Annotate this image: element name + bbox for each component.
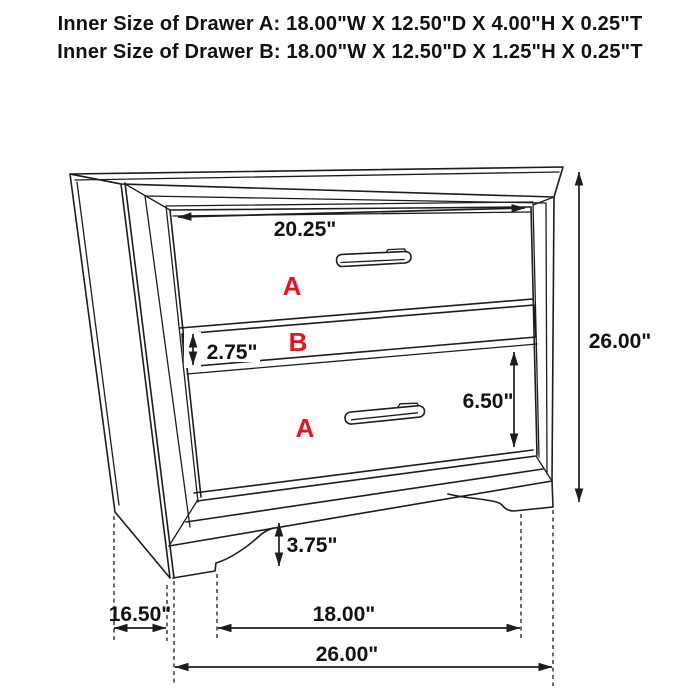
frame-right-outer-edge bbox=[552, 197, 554, 481]
dim-side-depth-label: 16.50" bbox=[108, 603, 172, 626]
frame-right-mid-line bbox=[546, 203, 547, 474]
frame-miter-top-right bbox=[533, 197, 554, 205]
drawer-handle-bottom bbox=[345, 403, 425, 424]
handle-top-body bbox=[337, 252, 412, 267]
dim-total-width-label: 26.00" bbox=[315, 643, 379, 666]
label-drawer-a-top: A bbox=[282, 271, 302, 301]
front-frame bbox=[125, 183, 554, 578]
side-panel-inner-line bbox=[77, 182, 119, 505]
top-face bbox=[70, 167, 563, 197]
dim-inner-width-label: 20.25" bbox=[273, 218, 337, 241]
label-drawer-a-bottom: A bbox=[295, 413, 315, 443]
handle-bottom-body bbox=[345, 406, 425, 424]
side-panel bbox=[70, 174, 170, 578]
dim-leg-span-label: 18.00" bbox=[312, 603, 376, 626]
drawer-a-size-text: Inner Size of Drawer A: 18.00"W X 12.50"D X 4.00"H X 0.25"T bbox=[57, 13, 643, 35]
dimension-arrows bbox=[114, 172, 579, 667]
frame-miter-top-left bbox=[125, 184, 170, 210]
frame-left-outer-edge bbox=[125, 183, 174, 578]
frame-inner-top-line-a bbox=[166, 202, 533, 206]
dim-drawer-opening-label: 6.50" bbox=[462, 390, 514, 413]
bracket-foot-left bbox=[173, 528, 273, 578]
drawer-a-top-bottom-edge bbox=[180, 299, 533, 328]
dim-strip-height-label: 2.75" bbox=[206, 341, 258, 364]
drawer-handle-top bbox=[337, 249, 412, 267]
drawer-b-size-text: Inner Size of Drawer B: 18.00"W X 12.50"D X 1.25"H X 0.25"T bbox=[57, 41, 643, 63]
handle-top-inner-line bbox=[341, 260, 404, 263]
rail-bottom-edge bbox=[169, 481, 552, 546]
drawer-a-bottom-bottom-edge bbox=[194, 450, 533, 493]
frame-miter-bottom-right bbox=[536, 456, 552, 481]
dim-leg-height-label: 3.75" bbox=[286, 534, 338, 557]
frame-inner-bottom-edge bbox=[197, 456, 536, 501]
dim-total-height-label: 26.00" bbox=[588, 330, 652, 353]
frame-miter-bottom-left bbox=[169, 501, 197, 546]
label-strip-b: B bbox=[288, 327, 308, 357]
